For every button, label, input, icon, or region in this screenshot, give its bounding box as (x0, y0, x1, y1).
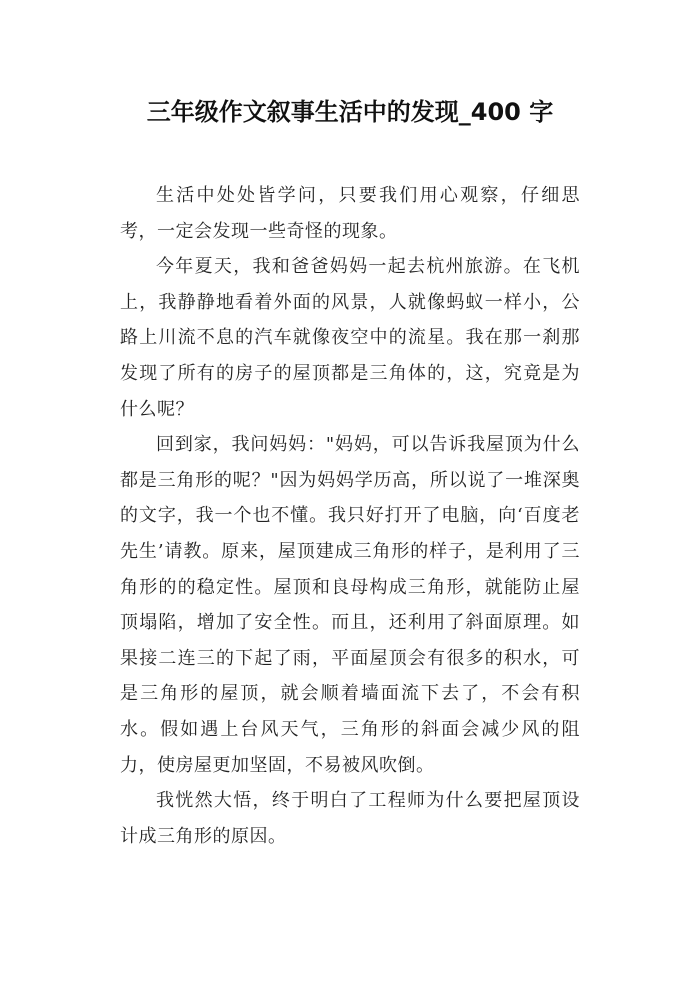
paragraph-intro: 生活中处处皆学问，只要我们用心观察，仔细思考，一定会发现一些奇怪的现象。 (120, 185, 580, 242)
document-title: 三年级作文叙事生活中的发现_400 字 (146, 98, 554, 126)
paragraph-explanation: 回到家，我问妈妈："妈妈，可以告诉我屋顶为什么都是三角形的呢？"因为妈妈学历高，所以说了一堆深奥的文字，我一个也不懂。我只好打开了电脑，向‘百度老先生’请教。原来，屋顶建成三角形的样子，是利用了三角形的的稳定性。屋顶和良母构成三角形，就能防止屋顶塌陷，增加了安全性。而且，还利用了斜面原理。如果接二连三的下起了雨，平面屋顶会有很多的积水，可是三角形的屋顶，就会顺着墙面流下去了，不会有积水。假如遇上台风天气，三角形的斜面会减少风的阻力，使房屋更加坚固，不易被风吹倒。 (120, 434, 580, 776)
paragraph-conclusion: 我恍然大悟，终于明白了工程师为什么要把屋顶设计成三角形的原因。 (120, 790, 580, 847)
document-body (120, 178, 580, 854)
paragraph-trip: 今年夏天，我和爸爸妈妈一起去杭州旅游。在飞机上，我静静地看着外面的风景，人就像蚂蚁一样小，公路上川流不息的汽车就像夜空中的流星。我在那一刹那发现了所有的房子的屋顶都是三角体的，这，究竟是为什么呢？ (120, 256, 580, 420)
